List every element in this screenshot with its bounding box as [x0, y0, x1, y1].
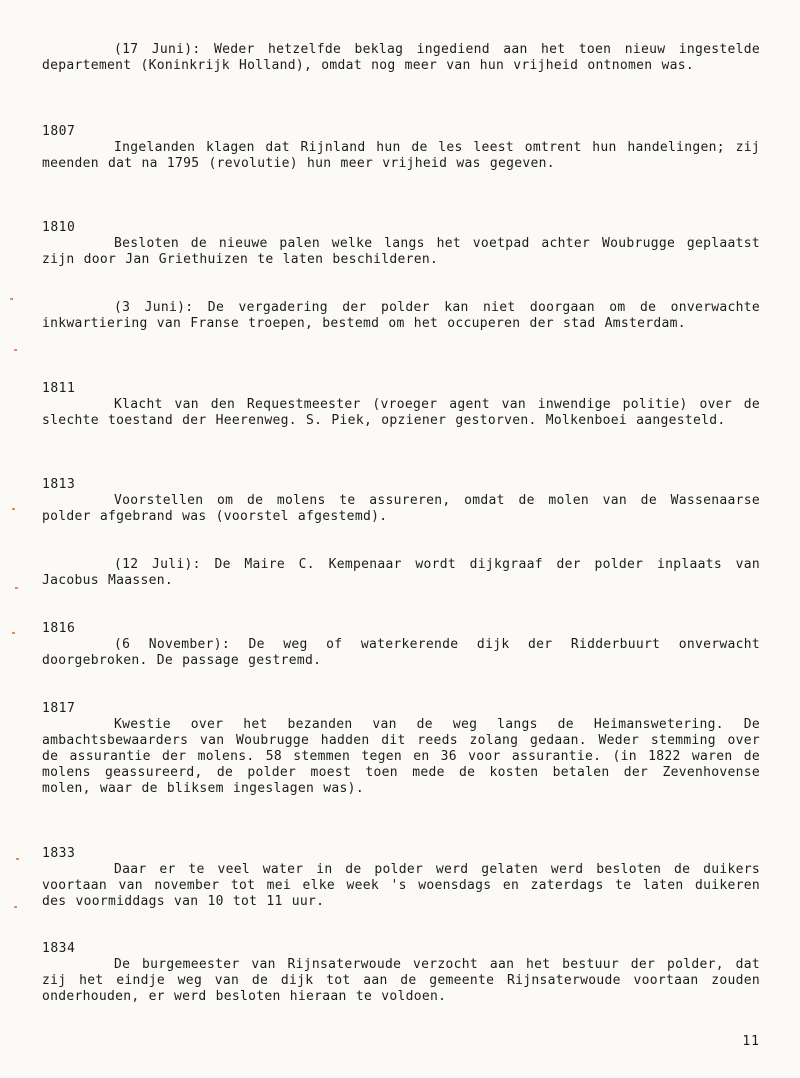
entry-year: 1833 [42, 846, 76, 861]
entry-paragraph: (17 Juni): Weder hetzelfde beklag ingediend aan het toen nieuw ingestelde departement (Koninkrijk Holland), omdat nog meer van hun vrijheid ontnomen was. [42, 42, 760, 73]
entry-year: 1817 [42, 701, 76, 716]
entry-year: 1816 [42, 621, 76, 636]
scan-mark [16, 858, 19, 860]
entry-1816 [42, 621, 760, 669]
entry-year: 1813 [42, 477, 76, 492]
entry-year: 1811 [42, 381, 76, 396]
entry-1811 [42, 381, 760, 429]
entry-year: 1810 [42, 220, 76, 235]
entry-paragraph: (3 Juni): De vergadering der polder kan niet doorgaan om de onverwachte inkwartiering van Franse troepen, bestemd om het occuperen der stad Amsterdam. [42, 300, 760, 331]
scan-mark [14, 349, 17, 351]
scan-mark [14, 906, 17, 908]
entry-year: 1834 [42, 941, 76, 956]
scan-mark [10, 298, 13, 300]
entry-paragraph: De burgemeester van Rijnsaterwoude verzocht aan het bestuur der polder, dat zij het eindje weg van de dijk tot aan de gemeente Rijnsaterwoude voortaan zouden onderhouden, er werd besloten hieraan te voldoen. [42, 957, 760, 1004]
entry-1817 [42, 701, 760, 797]
entry-1813-july [42, 557, 760, 589]
entry-1813 [42, 477, 760, 525]
scan-mark [12, 508, 15, 510]
entry-paragraph: Kwestie over het bezanden van de weg langs de Heimanswetering. De ambachtsbewaarders van Woubrugge hadden dit reeds zolang gedaan. Weder stemming over de assurantie der molens. 58 stemmen tegen en 36 voor assurantie. (in 1822 waren de molens geassureerd, de polder moest toen mede de kosten betalen der Zevenhovense molen, waar de bliksem ingeslagen was). [42, 717, 760, 796]
page-number: 11 [742, 1034, 760, 1049]
scan-mark [12, 632, 15, 634]
entry-1810-june [42, 300, 760, 332]
entry-1810 [42, 220, 760, 268]
entry-paragraph: Ingelanden klagen dat Rijnland hun de les leest omtrent hun handelingen; zij meenden dat na 1795 (revolutie) hun meer vrijheid was gegeven. [42, 140, 760, 171]
entry-paragraph: Besloten de nieuwe palen welke langs het voetpad achter Woubrugge geplaatst zijn door Jan Griethuizen te laten beschilderen. [42, 236, 760, 267]
entry-paragraph: (6 November): De weg of waterkerende dijk der Ridderbuurt onverwacht doorgebroken. De passage gestremd. [42, 637, 760, 668]
entry-year: 1807 [42, 124, 76, 139]
scan-mark [15, 587, 18, 589]
entry-1807 [42, 124, 760, 172]
entry-paragraph: Klacht van den Requestmeester (vroeger agent van inwendige politie) over de slechte toestand der Heerenweg. S. Piek, opziener gestorven. Molkenboei aangesteld. [42, 397, 760, 428]
entry-1806-june [42, 42, 760, 74]
entry-paragraph: (12 Juli): De Maire C. Kempenaar wordt dijkgraaf der polder inplaats van Jacobus Maassen. [42, 557, 760, 588]
entry-paragraph: Daar er te veel water in de polder werd gelaten werd besloten de duikers voortaan van november tot mei elke week 's woensdags en zaterdags te laten duikeren des voormiddags van 10 tot 11 uur. [42, 862, 760, 909]
entry-1834 [42, 941, 760, 1005]
entry-paragraph: Voorstellen om de molens te assureren, omdat de molen van de Wassenaarse polder afgebrand was (voorstel afgestemd). [42, 493, 760, 524]
entry-1833 [42, 846, 760, 910]
